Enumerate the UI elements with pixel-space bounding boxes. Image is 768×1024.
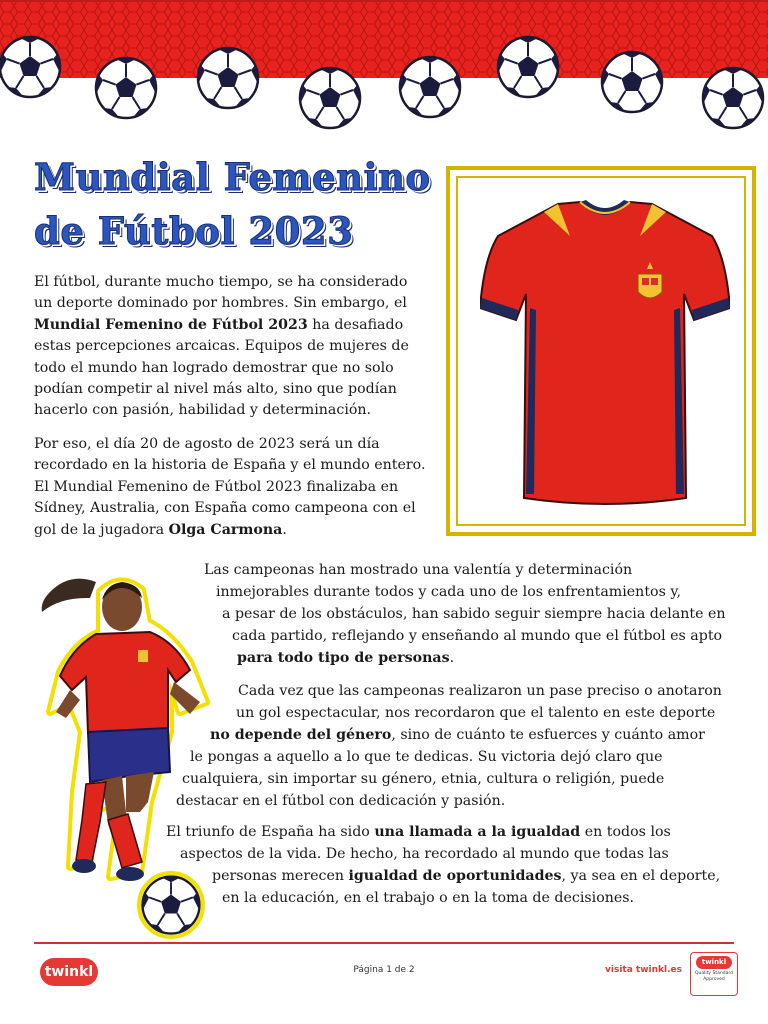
football-banner	[0, 0, 768, 130]
body-line: en la educación, en el trabajo o en la toma de decisiones.	[222, 890, 635, 906]
text-run: ha desafiado estas percepciones arcaicas. Equipos de mujeres de todo el mundo han logrado demostrar que no solo podían competir al nivel más alto, sino que podían hacerlo con pasión, habilidad y determinación.	[34, 316, 409, 419]
body-line: a pesar de los obstáculos, han sabido seguir siempre hacia delante en	[222, 606, 726, 622]
quality-badge	[690, 952, 738, 996]
text-run: El fútbol, durante mucho tiempo, se ha considerado un deporte dominado por hombres. Sin embargo, el	[34, 274, 408, 312]
body-line: cada partido, reflejando y enseñando al mundo que el fútbol es apto	[232, 628, 723, 644]
title-line-1: Mundial Femenino	[34, 155, 431, 199]
body-line	[166, 821, 671, 844]
visit-link[interactable]: visita twinkl.es	[605, 965, 682, 975]
body-line: Las campeonas han mostrado una valentía y determinación	[204, 562, 633, 578]
twinkl-logo[interactable]: twinkl	[40, 958, 98, 986]
text-run: El triunfo de España ha sido	[166, 824, 375, 840]
text-run: .	[449, 650, 455, 666]
football-icon	[136, 870, 206, 940]
bold-text: Mundial Femenino de Fútbol 2023	[34, 316, 308, 333]
bold-text: igualdad de oportunidades	[348, 868, 562, 884]
text-run: , sino de cuánto te esfuerces y cuánto amor	[391, 727, 705, 743]
text-run: , ya sea en el deporte,	[561, 868, 721, 884]
title-line-2: de Fútbol 2023	[34, 209, 354, 253]
text-run: .	[282, 521, 287, 538]
footer-divider	[34, 942, 734, 944]
text-run: en todos los	[580, 824, 671, 840]
body-line	[237, 647, 454, 670]
spain-jersey-image	[480, 198, 730, 513]
page-number: Página 1 de 2	[353, 965, 415, 975]
body-line: aspectos de la vida. De hecho, ha recordado al mundo que todas las	[180, 846, 669, 862]
text-run: personas merecen	[212, 868, 349, 884]
intro-paragraph-1	[34, 272, 429, 422]
body-line	[210, 724, 705, 747]
body-line	[212, 865, 720, 888]
text-run: Por eso, el día 20 de agosto de 2023 será un día recordado en la historia de España y el mundo entero. El Mundial Femenino de Fútbol 2023 finalizaba en Sídney, Australia, con España como campeona con el gol de la jugadora	[34, 436, 426, 538]
badge-logo: twinkl	[696, 956, 732, 969]
badge-text: Quality Standard Approved	[695, 971, 733, 982]
body-line: inmejorables durante todos y cada uno de los enfrentamientos y,	[216, 584, 681, 600]
jersey-image-frame	[446, 166, 756, 536]
body-line: le pongas a aquello a lo que te dedicas. Su victoria dejó claro que	[190, 749, 663, 765]
page-title	[34, 150, 431, 258]
body-line: Cada vez que las campeonas realizaron un pase preciso o anotaron	[238, 683, 722, 699]
intro-paragraph-2	[34, 434, 429, 541]
body-line: un gol espectacular, nos recordaron que el talento en este deporte	[236, 705, 716, 721]
bold-text: no depende del género	[210, 727, 392, 743]
bold-text: para todo tipo de personas	[237, 650, 450, 666]
bold-text: una llamada a la igualdad	[374, 824, 581, 840]
body-line: destacar en el fútbol con dedicación y pasión.	[176, 793, 506, 809]
bold-text: Olga Carmona	[168, 521, 283, 538]
body-line: cualquiera, sin importar su género, etnia, cultura o religión, puede	[182, 771, 665, 787]
